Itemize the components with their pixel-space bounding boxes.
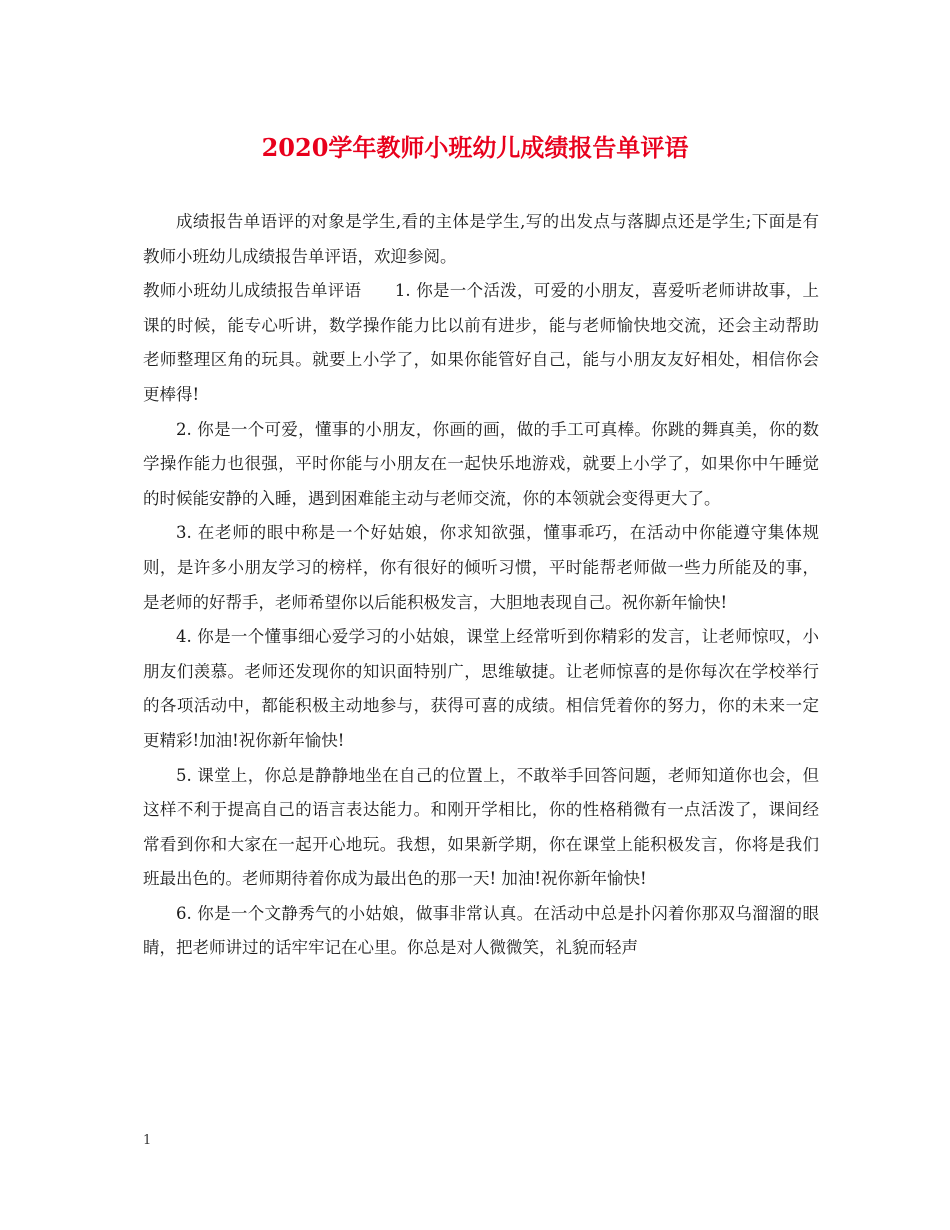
comment-paragraph-4: 4. 你是一个懂事细心爱学习的小姑娘，课堂上经常听到你精彩的发言，让老师惊叹，小朋友们羡慕。老师还发现你的知识面特别广，思维敏捷。让老师惊喜的是你每次在学校举行的各项活动中，都能积极主动地参与，获得可喜的成绩。相信凭着你的努力，你的未来一定更精彩!加油!祝你新年愉快! [143,627,819,750]
page-number: 1 [143,1133,152,1148]
comment-paragraph-2: 2. 你是一个可爱，懂事的小朋友，你画的画，做的手工可真棒。你跳的舞真美，你的数学操作能力也很强，平时你能与小朋友在一起快乐地游戏，就要上小学了，如果你中午睡觉的时候能安静的入睡，遇到困难能主动与老师交流，你的本领就会变得更大了。 [143,419,819,508]
comment-paragraph-3: 3. 在老师的眼中称是一个好姑娘，你求知欲强，懂事乖巧，在活动中你能遵守集体规则，是许多小朋友学习的榜样，你有很好的倾听习惯，平时能帮老师做一些力所能及的事，是老师的好帮手，老师希望你以后能积极发言，大胆地表现自己。祝你新年愉快! [143,523,819,612]
comment-paragraph-1: 教师小班幼儿成绩报告单评语 1. 你是一个活泼，可爱的小朋友，喜爱听老师讲故事，上课的时候，能专心听讲，数学操作能力比以前有进步，能与老师愉快地交流，还会主动帮助老师整理区角的玩具。就要上小学了，如果你能管好自己，能与小朋友友好相处，相信你会更棒得! [143,281,819,404]
comment-paragraph-5: 5. 课堂上，你总是静静地坐在自己的位置上，不敢举手回答问题，老师知道你也会，但这样不利于提高自己的语言表达能力。和刚开学相比，你的性格稍微有一点活泼了，课间经常看到你和大家在一起开心地玩。我想，如果新学期，你在课堂上能积极发言，你将是我们班最出色的。老师期待着你成为最出色的那一天! 加油!祝你新年愉快! [143,765,819,889]
comment-paragraph-6: 6. 你是一个文静秀气的小姑娘，做事非常认真。在活动中总是扑闪着你那双乌溜溜的眼睛，把老师讲过的话牢牢记在心里。你总是对人微微笑，礼貌而轻声 [143,903,819,958]
document-body [143,205,819,966]
intro-paragraph: 成绩报告单语评的对象是学生,看的主体是学生,写的出发点与落脚点还是学生;下面是有教师小班幼儿成绩报告单评语，欢迎参阅。 [143,212,819,266]
document-title: 2020学年教师小班幼儿成绩报告单评语 [261,133,689,162]
